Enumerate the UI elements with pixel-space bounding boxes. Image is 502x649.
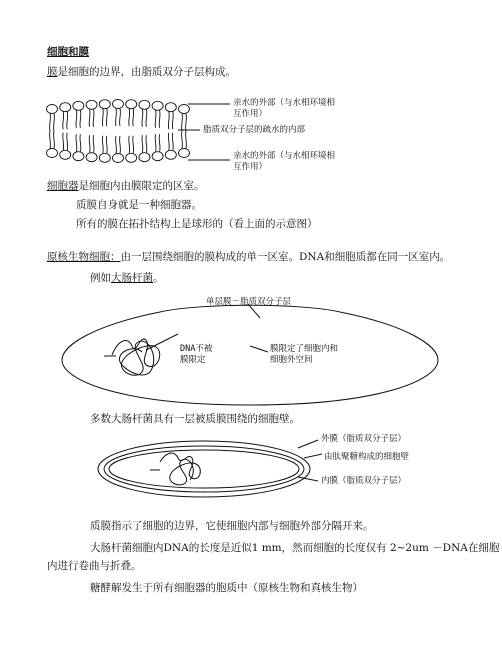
glycolysis-line: 糖酵解发生于所有细胞器的胞质中（原核生物和真核生物） xyxy=(90,582,363,594)
outer-membrane-ellipse xyxy=(98,441,310,497)
topology-line: 所有的膜在拓扑结构上是球形的（看上面的示意图） xyxy=(76,218,318,230)
page-title: 细胞和膜 xyxy=(47,46,89,58)
leader-outer xyxy=(298,440,318,448)
organelle-definition-text: 是细胞内由膜限定的区室。 xyxy=(78,180,205,192)
term-ecoli: 大肠杆菌 xyxy=(111,272,153,284)
bilayer-label-top-2: 互作用） xyxy=(233,109,268,119)
dna-coil-2 xyxy=(150,453,200,485)
term-membrane: 膜 xyxy=(47,66,58,78)
plasma-membrane-line: 质膜自身就是一种细胞器。 xyxy=(76,199,202,211)
cell-wall-label: 由肽聚糖构成的细胞壁 xyxy=(324,452,410,462)
ecoli-example-prefix: 例如 xyxy=(90,272,111,284)
leader-wall xyxy=(304,454,322,458)
inner-membrane-ellipse xyxy=(109,450,299,488)
space-label-1: 膜限定了细胞内和 xyxy=(270,344,339,354)
bilayer-label-mid: 脂质双分子层的疏水的内部 xyxy=(203,125,306,135)
membrane-label: 单层膜－脂质双分子层 xyxy=(206,297,292,307)
outer-membrane-label: 外膜（脂质双分子层） xyxy=(321,434,407,444)
cell-wall-ellipse xyxy=(104,446,304,492)
boundary-line: 质膜指示了细胞的边界，它使细胞内部与细胞外部分隔开来。 xyxy=(90,520,374,532)
bilayer-label-bottom-1: 亲水的外部（与水相环境相 xyxy=(233,151,336,161)
term-organelle: 细胞器 xyxy=(47,180,79,192)
dna-length-line-1: 大肠杆菌细胞内DNA的长度是近似1 mm，然而细胞的长度仅有 2~2um －DNA在细胞 xyxy=(90,542,500,554)
bilayer-label-top-1: 亲水的外部（与水相环境相 xyxy=(233,98,336,108)
space-label-2: 细胞外空间 xyxy=(270,355,313,365)
dna-label-2: 膜限定 xyxy=(180,355,206,365)
inner-membrane-label: 内膜（脂质双分子层） xyxy=(321,476,407,486)
dna-label-1: DNA不被 xyxy=(180,344,213,354)
membrane-definition-text: 是细胞的边界，由脂质双分子层构成。 xyxy=(57,66,236,78)
cell-wall-line: 多数大肠杆菌具有一层被质膜围绕的细胞壁。 xyxy=(90,413,300,425)
ecoli-example-suffix: 。 xyxy=(153,272,164,284)
dna-length-line-2: 内进行卷曲与折叠。 xyxy=(47,560,142,572)
prokaryote-definition-text: 由一层围绕细胞的膜构成的单一区室。DNA和细胞质都在同一区室内。 xyxy=(120,251,451,263)
bilayer-label-bottom-2: 互作用） xyxy=(233,162,268,172)
term-prokaryote: 原核生物细胞： xyxy=(47,251,121,263)
